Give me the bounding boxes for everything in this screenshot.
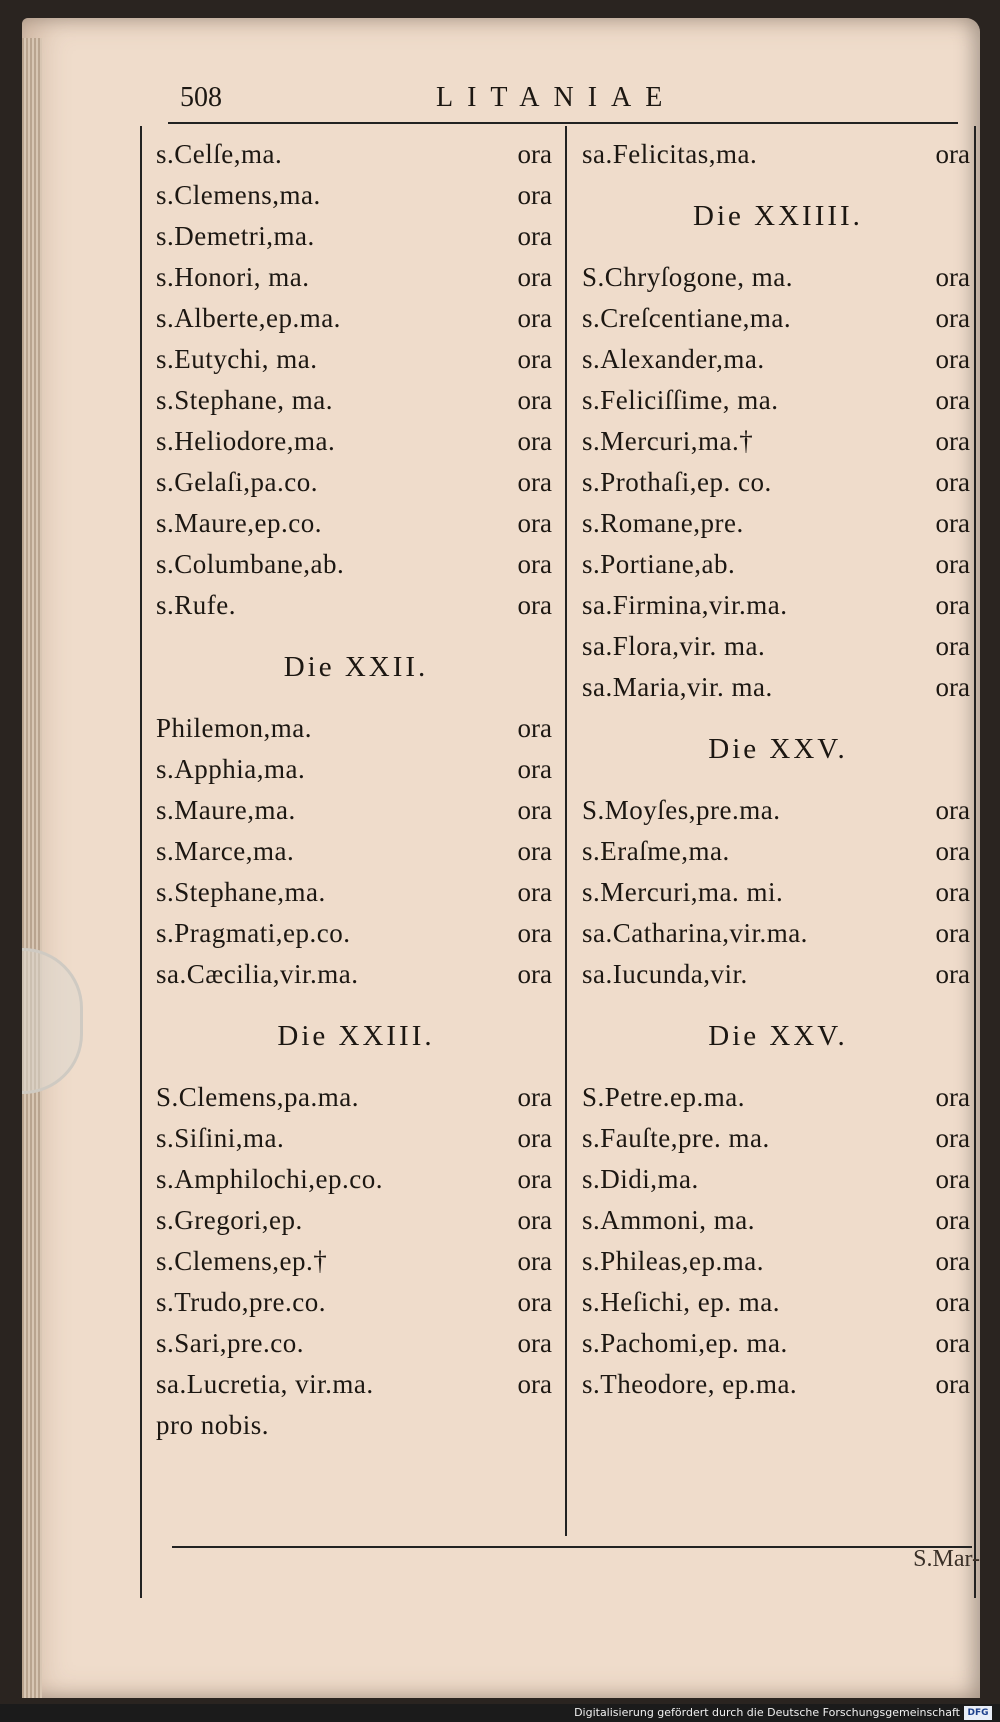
saint-name: s.Marce,ma.: [156, 836, 295, 866]
saint-name: s.Maure,ma.: [156, 795, 296, 825]
litany-entry: [156, 913, 556, 954]
saint-name: Philemon,ma.: [156, 713, 312, 743]
response-ora: ora: [935, 590, 970, 620]
saint-name: s.Siſini,ma.: [156, 1123, 285, 1153]
litany-entry: [582, 1282, 974, 1323]
saint-name: s.Alexander,ma.: [582, 344, 765, 374]
response-ora: ora: [935, 877, 970, 907]
litany-entry: [582, 1364, 974, 1405]
saint-name: s.Ammoni, ma.: [582, 1205, 755, 1235]
day-heading: Die XXV.: [708, 732, 848, 765]
litany-entry: [156, 1159, 556, 1200]
saint-name: s.Gregori,ep.: [156, 1205, 303, 1235]
saint-name: S.Moyſes,pre.ma.: [582, 795, 781, 825]
saint-name: S.Petre.ep.ma.: [582, 1082, 745, 1112]
response-ora: ora: [935, 467, 970, 497]
response-ora: ora: [935, 549, 970, 579]
saint-name: sa.Felicitas,ma.: [582, 139, 758, 169]
saint-name: s.Romane,pre.: [582, 508, 744, 538]
response-ora: ora: [935, 1082, 970, 1112]
litany-entry: [582, 1241, 974, 1282]
litany-entry: [582, 339, 974, 380]
response-ora: ora: [935, 1369, 970, 1399]
litany-entry: [582, 1323, 974, 1364]
left-column: [156, 134, 556, 1446]
saint-name: s.Celſe,ma.: [156, 139, 283, 169]
saint-name: S.Chryſogone, ma.: [582, 262, 793, 292]
saint-name: s.Portiane,ab.: [582, 549, 736, 579]
litany-entry: [582, 503, 974, 544]
saint-name: sa.Iucunda,vir.: [582, 959, 748, 989]
litany-entry: [156, 134, 556, 175]
saint-name: s.Alberte,ep.ma.: [156, 303, 341, 333]
litany-entry: [582, 544, 974, 585]
saint-name: pro nobis.: [156, 1410, 269, 1440]
saint-name: s.Maure,ep.co.: [156, 508, 322, 538]
litany-entry: [156, 175, 556, 216]
response-ora: ora: [935, 262, 970, 292]
saint-name: s.Heliodore,ma.: [156, 426, 336, 456]
response-ora: ora: [517, 139, 552, 169]
litany-entry: [582, 954, 974, 995]
saint-name: s.Pachomi,ep. ma.: [582, 1328, 788, 1358]
response-ora: ora: [517, 877, 552, 907]
litany-entry: [582, 257, 974, 298]
litany-entry: [582, 667, 974, 708]
litany-entry: [156, 1118, 556, 1159]
litany-entry: [156, 380, 556, 421]
saint-name: s.Creſcentiane,ma.: [582, 303, 792, 333]
running-title: LITANIAE: [436, 82, 677, 113]
saint-name: s.Phileas,ep.ma.: [582, 1246, 764, 1276]
response-ora: ora: [517, 344, 552, 374]
saint-name: s.Prothaſi,ep. co.: [582, 467, 772, 497]
response-ora: ora: [517, 221, 552, 251]
response-ora: ora: [517, 549, 552, 579]
saint-name: sa.Lucretia, vir.ma.: [156, 1369, 374, 1399]
litany-entry: [156, 585, 556, 626]
response-ora: ora: [935, 1246, 970, 1276]
saint-name: s.Gelaſi,pa.co.: [156, 467, 318, 497]
litany-entry: [582, 585, 974, 626]
saint-name: s.Fauſte,pre. ma.: [582, 1123, 770, 1153]
response-ora: ora: [935, 344, 970, 374]
litany-entry: [582, 913, 974, 954]
response-ora: ora: [517, 1246, 552, 1276]
litany-entry: [582, 1159, 974, 1200]
response-ora: ora: [935, 385, 970, 415]
saint-name: sa.Catharina,vir.ma.: [582, 918, 808, 948]
litany-entry: [582, 380, 974, 421]
litany-entry: [156, 1405, 556, 1446]
saint-name: s.Clemens,ma.: [156, 180, 321, 210]
page-edges: [22, 38, 42, 1698]
litany-entry: [582, 872, 974, 913]
litany-entry: [156, 1200, 556, 1241]
bottom-rule: [172, 1546, 972, 1548]
response-ora: ora: [517, 836, 552, 866]
litany-entry: [156, 1323, 556, 1364]
saint-name: s.Eraſme,ma.: [582, 836, 730, 866]
response-ora: ora: [517, 385, 552, 415]
response-ora: ora: [935, 303, 970, 333]
saint-name: s.Mercuri,ma.†: [582, 426, 754, 456]
page-header: [168, 82, 958, 124]
litany-entry: [156, 954, 556, 995]
saint-name: s.Mercuri,ma. mi.: [582, 877, 784, 907]
saint-name: s.Honori, ma.: [156, 262, 310, 292]
litany-entry: [156, 298, 556, 339]
response-ora: ora: [935, 918, 970, 948]
response-ora: ora: [517, 590, 552, 620]
response-ora: ora: [935, 139, 970, 169]
response-ora: ora: [517, 918, 552, 948]
litany-entry: [156, 1241, 556, 1282]
saint-name: s.Clemens,ep.†: [156, 1246, 328, 1276]
saint-name: s.Didi,ma.: [582, 1164, 699, 1194]
response-ora: ora: [517, 303, 552, 333]
response-ora: ora: [935, 836, 970, 866]
saint-name: s.Rufe.: [156, 590, 236, 620]
response-ora: ora: [935, 1328, 970, 1358]
footer-credit: Digitalisierung gefördert durch die Deutsche Forschungsgemeinschaft: [574, 1706, 960, 1719]
response-ora: ora: [935, 959, 970, 989]
litany-entry: [156, 421, 556, 462]
litany-entry: [156, 257, 556, 298]
litany-entry: [156, 872, 556, 913]
litany-entry: [582, 1118, 974, 1159]
litany-entry: [582, 421, 974, 462]
day-heading: Die XXIII.: [277, 1019, 435, 1052]
response-ora: ora: [935, 426, 970, 456]
day-heading: Die XXII.: [283, 650, 429, 683]
response-ora: ora: [517, 1164, 552, 1194]
response-ora: ora: [935, 1164, 970, 1194]
saint-name: s.Sari,pre.co.: [156, 1328, 304, 1358]
litany-entry: [582, 831, 974, 872]
response-ora: ora: [935, 1287, 970, 1317]
saint-name: s.Amphilochi,ep.co.: [156, 1164, 383, 1194]
saint-name: sa.Cæcilia,vir.ma.: [156, 959, 359, 989]
litany-entry: [156, 339, 556, 380]
response-ora: ora: [517, 262, 552, 292]
response-ora: ora: [935, 508, 970, 538]
saint-name: s.Stephane,ma.: [156, 877, 326, 907]
litany-entry: [582, 626, 974, 667]
response-ora: ora: [517, 426, 552, 456]
response-ora: ora: [935, 631, 970, 661]
response-ora: ora: [935, 1123, 970, 1153]
litany-entry: [156, 216, 556, 257]
response-ora: ora: [517, 1369, 552, 1399]
response-ora: ora: [935, 1205, 970, 1235]
litany-entry: [582, 1077, 974, 1118]
saint-name: sa.Flora,vir. ma.: [582, 631, 766, 661]
saint-name: s.Pragmati,ep.co.: [156, 918, 351, 948]
saint-name: s.Theodore, ep.ma.: [582, 1369, 798, 1399]
dfg-logo: DFG: [964, 1706, 992, 1720]
day-heading: Die XXV.: [708, 1019, 848, 1052]
page-clip: [22, 948, 83, 1094]
response-ora: ora: [935, 795, 970, 825]
right-column: [582, 134, 974, 1405]
response-ora: ora: [517, 1205, 552, 1235]
litany-entry: [156, 503, 556, 544]
saint-name: s.Trudo,pre.co.: [156, 1287, 327, 1317]
litany-entry: [156, 1364, 556, 1405]
litany-entry: [582, 462, 974, 503]
litany-entry: [582, 134, 974, 175]
response-ora: ora: [517, 1287, 552, 1317]
response-ora: ora: [517, 795, 552, 825]
column-divider: [565, 126, 567, 1536]
litany-entry: [156, 544, 556, 585]
saint-name: s.Demetri,ma.: [156, 221, 315, 251]
litany-entry: [582, 790, 974, 831]
saint-name: sa.Maria,vir. ma.: [582, 672, 773, 702]
litany-entry: [156, 1077, 556, 1118]
response-ora: ora: [935, 672, 970, 702]
response-ora: ora: [517, 754, 552, 784]
saint-name: s.Eutychi, ma.: [156, 344, 318, 374]
saint-name: s.Feliciſſime, ma.: [582, 385, 779, 415]
response-ora: ora: [517, 959, 552, 989]
litany-entry: [156, 749, 556, 790]
litany-entry: [582, 1200, 974, 1241]
text-frame: [140, 126, 976, 1598]
saint-name: s.Columbane,ab.: [156, 549, 345, 579]
saint-name: s.Stephane, ma.: [156, 385, 333, 415]
page-number: 508: [180, 82, 222, 113]
saint-name: s.Apphia,ma.: [156, 754, 306, 784]
litany-entry: [156, 462, 556, 503]
response-ora: ora: [517, 713, 552, 743]
catchword: S.Mar-: [913, 1546, 980, 1572]
response-ora: ora: [517, 1123, 552, 1153]
litany-entry: [156, 1282, 556, 1323]
litany-entry: [156, 831, 556, 872]
response-ora: ora: [517, 180, 552, 210]
litany-entry: [156, 790, 556, 831]
litany-entry: [156, 708, 556, 749]
day-heading: Die XXIIII.: [693, 199, 863, 232]
saint-name: sa.Firmina,vir.ma.: [582, 590, 788, 620]
response-ora: ora: [517, 467, 552, 497]
response-ora: ora: [517, 1082, 552, 1112]
response-ora: ora: [517, 508, 552, 538]
response-ora: ora: [517, 1328, 552, 1358]
saint-name: S.Clemens,pa.ma.: [156, 1082, 359, 1112]
litany-entry: [582, 298, 974, 339]
saint-name: s.Heſichi, ep. ma.: [582, 1287, 780, 1317]
